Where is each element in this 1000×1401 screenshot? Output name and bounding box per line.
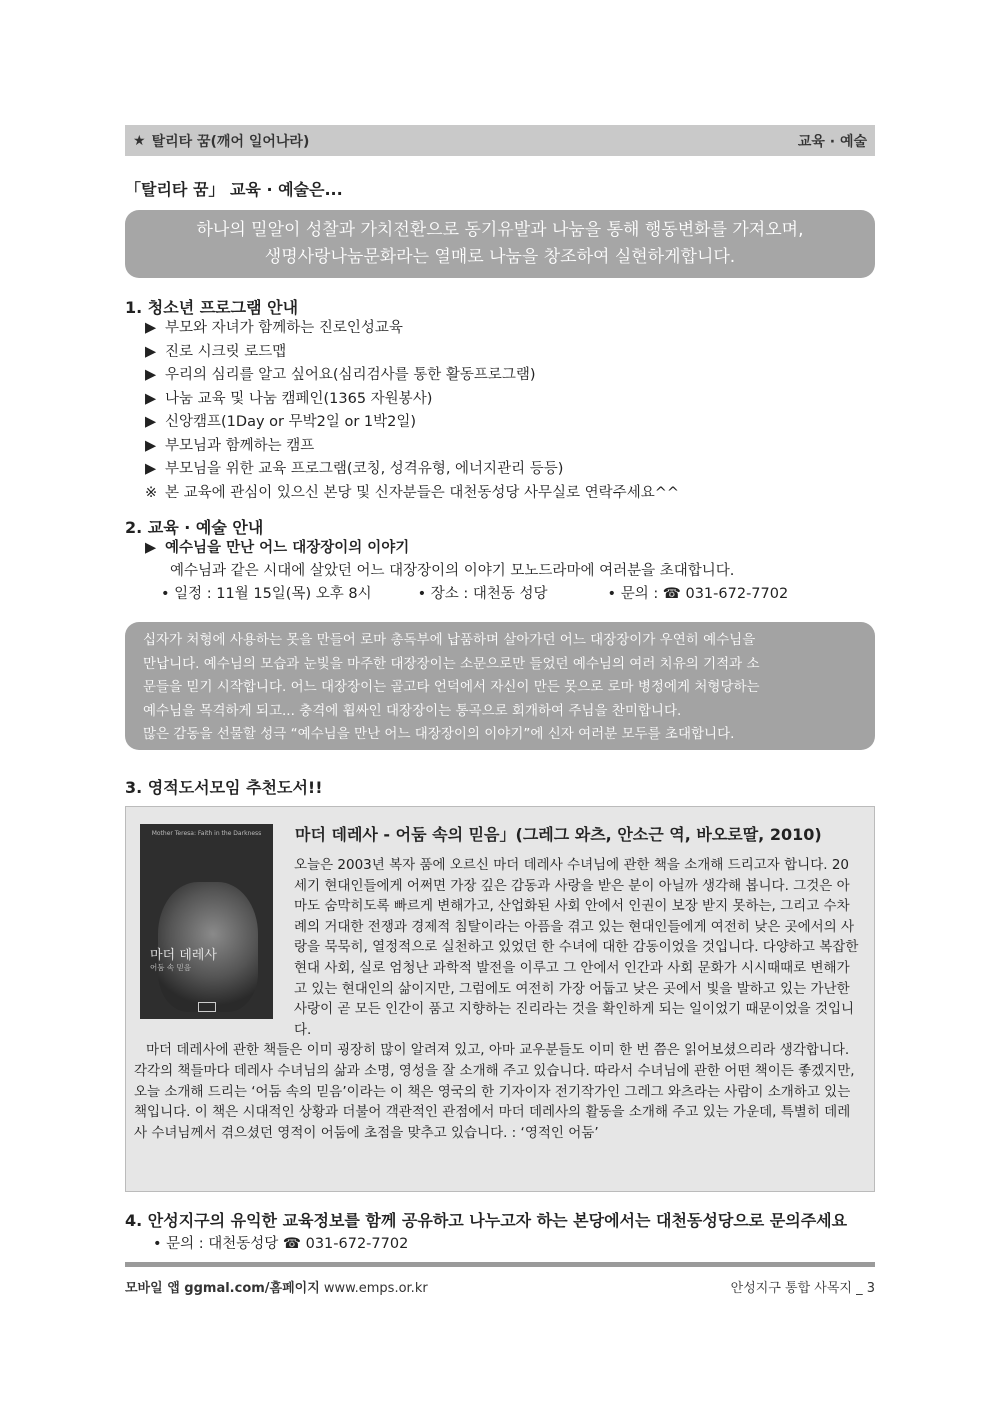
event-inquiry: • 문의 : ☎ 031-672-7702: [607, 586, 789, 602]
arrow-icon: ▶: [145, 437, 157, 454]
star-icon: ★: [133, 132, 146, 149]
arrow-icon: ▶: [145, 540, 157, 556]
program-list: [145, 317, 679, 505]
intro-line: 생명사랑나눔문화라는 열매로 나눔을 창조하여 실현하게합니다.: [264, 247, 736, 267]
header-title: 탈리타 꿈(깨어 일어나라): [151, 133, 310, 150]
list-item: ▶ 나눔 교육 및 나눔 캠페인(1365 자원봉사): [145, 388, 679, 412]
intro-box: [125, 210, 875, 278]
event-info: [161, 583, 788, 607]
event-subtitle: ▶ 예수님을 만난 어느 대장장이의 이야기: [145, 537, 409, 561]
cover-title: 마더 데레사: [150, 948, 217, 963]
cover-spacer: [134, 855, 294, 1026]
book-title: 마더 데레사 - 어둠 속의 믿음」(그레그 와츠, 안소근 역, 바오로딸, 2010): [295, 825, 822, 844]
footer-url: www.emps.or.kr: [323, 1281, 428, 1296]
cover-subtitle: 어둠 속 믿음: [150, 963, 191, 972]
book-box: [125, 806, 875, 1192]
section4-contact: • 문의 : 대천동성당 ☎ 031-672-7702: [153, 1236, 409, 1252]
story-box: [125, 622, 875, 750]
note-mark-icon: ※: [145, 484, 158, 501]
event-place: • 장소 : 대천동 성당: [417, 586, 548, 602]
story-line: 문들을 믿기 시작합니다. 어느 대장장이는 골고타 언덕에서 자신이 만든 못으로 로마 병정에게 처형당하는: [143, 679, 760, 695]
list-item: ▶ 신앙캠프(1Day or 무박2일 or 1박2일): [145, 411, 679, 435]
list-item: ▶ 진로 시크릿 로드맵: [145, 341, 679, 365]
event-schedule: • 일정 : 11월 15일(목) 오후 8시: [161, 586, 372, 602]
header-bar: [125, 125, 875, 156]
arrow-icon: ▶: [145, 414, 157, 430]
list-item: ▶ 부모와 자녀가 함께하는 진로인성교육: [145, 317, 679, 341]
footer-page: 안성지구 통합 사목지 _ 3: [730, 1281, 875, 1296]
section4-title: 4. 안성지구의 유익한 교육정보를 함께 공유하고 나누고자 하는 본당에서는 대천동성당으로 문의주세요: [125, 1211, 848, 1230]
intro-title: 「탈리타 꿈」 교육 · 예술은...: [125, 180, 343, 199]
intro-line: 하나의 밀알이 성찰과 가치전환으로 동기유발과 나눔을 통해 행동변화를 가져오며,: [196, 220, 804, 240]
section1-title: 1. 청소년 프로그램 안내: [125, 298, 299, 317]
cover-top-text: Mother Teresa: Faith in the Darkness: [151, 830, 262, 837]
footer-left: [125, 1277, 428, 1296]
footer-app-label: 모바일 앱 ggmal.com/홈페이지: [125, 1281, 320, 1296]
story-line: 예수님을 목격하게 되고... 충격에 휩싸인 대장장이는 통곡으로 회개하여 주님을 찬미합니다.: [143, 702, 682, 719]
story-line: 많은 감동을 선물할 성극 “예수님을 만난 어느 대장장이의 이야기”에 신자 여러분 모두를 초대합니다.: [143, 726, 735, 742]
arrow-icon: ▶: [145, 320, 157, 336]
arrow-icon: ▶: [145, 343, 157, 360]
arrow-icon: ▶: [145, 390, 157, 407]
review-para-1: 오늘은 2003년 복자 품에 오르신 마더 데레사 수녀님에 관한 책을 소개해 드리고자 합니다. 20세기 현대인들에게 어쩌면 가장 깊은 감동과 사랑을 받은 분이 아닐까 생각해 봅니다. 그것은 아마도 숨막히도록 빠르게 변해가고, 산업화된 사회 안에서 인권이 보장 받지 못하는, 그리고 수차례의 거대한 전쟁과 경제적 침탈이라는 아픔을 겪고 있는 현대인들에게 여전히 낮은 곳에서의 사랑을 묵묵히, 열정적으로 실천하고 있었던 한 수녀에 대한 감동이었을 것입니다. 다양하고 복잡한 현대 사회, 실로 엄청난 과학적 발전을 이루고 그 안에서 인간과 사회 문화가 시시때때로 변해가고 있는 현대인의 삶이지만, 그럼에도 여전히 가장 어둡고 낮은 곳에서 빛을 발하고 있는 가난한 사랑이 곧 모든 인간이 품고 지향하는 진리라는 것을 확인하게 되는 일이었기 때문이었을 것입니다.: [294, 857, 859, 1038]
arrow-icon: ▶: [145, 367, 157, 383]
list-item: ▶ 부모님과 함께하는 캠프: [145, 435, 679, 459]
arrow-icon: ▶: [145, 461, 157, 477]
list-item: ▶ 부모님을 위한 교육 프로그램(코칭, 성격유형, 에너지관리 등등): [145, 458, 679, 482]
section3-title: 3. 영적도서모임 추천도서!!: [125, 778, 323, 797]
footer: [125, 1277, 875, 1296]
story-line: 만납니다. 예수님의 모습과 눈빛을 마주한 대장장이는 소문으로만 들었던 예수님의 여러 치유의 기적과 소: [143, 655, 760, 672]
program-note: ※ 본 교육에 관심이 있으신 본당 및 신자분들은 대천동성당 사무실로 연락주세요^^: [145, 482, 679, 506]
review-para-2: 마더 데레사에 관한 책들은 이미 굉장히 많이 알려져 있고, 아마 교우분들도 이미 한 번 쯤은 읽어보셨으리라 생각합니다. 각각의 책들마다 데레사 수녀님의 삶과 소명, 영성을 잘 소개해 주고 있습니다. 따라서 수녀님에 관한 어떤 책이든 좋겠지만, 오늘 소개해 드리는 ‘어둠 속의 믿음’이라는 이 책은 영국의 한 기자이자 전기작가인 그레그 와츠라는 사람이 소개하고 있는 책입니다. 이 책은 시대적인 상황과 더불어 객관적인 관점에서 마더 데레사의 활동을 소개해 주고 있는 가운데, 특별히 데레사 수녀님께서 겪으셨던 영적이 어둠에 초점을 맞추고 있습니다. : ‘영적인 어둠’: [134, 1042, 855, 1141]
book-review: [134, 855, 861, 1143]
header-section: 교육 · 예술: [797, 133, 867, 150]
footer-divider: [125, 1262, 875, 1267]
list-item: ▶ 우리의 심리를 알고 싶어요(심리검사를 통한 활동프로그램): [145, 364, 679, 388]
section2-title: 2. 교육 · 예술 안내: [125, 518, 264, 537]
event-desc: 예수님과 같은 시대에 살았던 어느 대장장이의 이야기 모노드라마에 여러분을 초대합니다.: [170, 563, 735, 579]
story-line: 십자가 처형에 사용하는 못을 만들어 로마 총독부에 납품하며 살아가던 어느 대장장이가 우연히 예수님을: [143, 632, 756, 648]
